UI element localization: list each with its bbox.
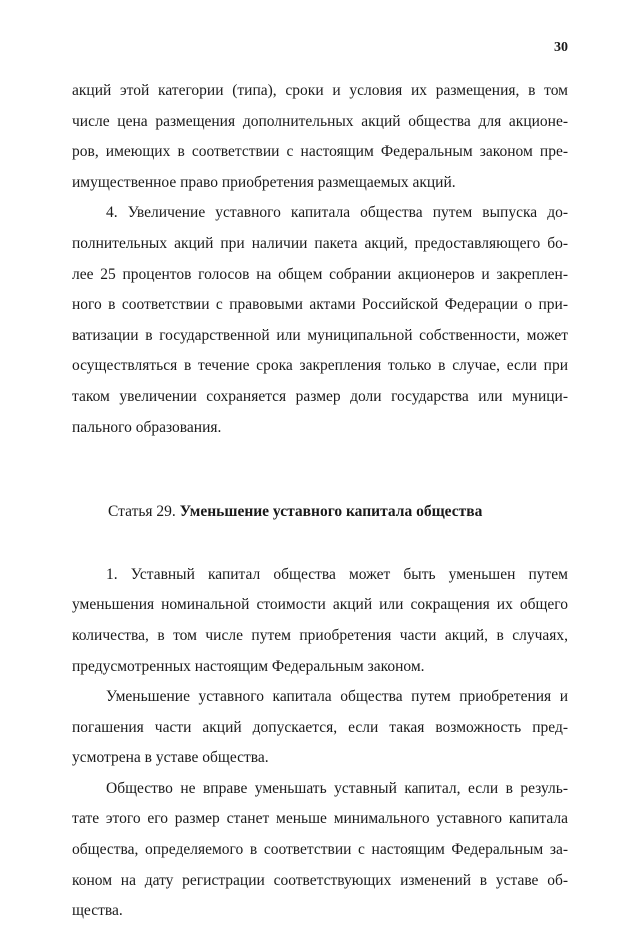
text-line: предусмотренных настоящим Федеральным законом. <box>72 657 425 675</box>
text-line: уменьшения номинальной стоимости акций или сокращения их общего <box>72 596 568 614</box>
article-title: Уменьшение уставного капитала общества <box>179 503 483 521</box>
text-line: общества, определяемого в соответствии с настоящим Федеральным за- <box>72 841 568 859</box>
text-line: числе цена размещения дополнительных акций общества для акционе- <box>72 112 568 130</box>
article-heading <box>72 497 568 528</box>
text-line: количества, в том числе путем приобретения части акций, в случаях, <box>72 626 568 644</box>
text-line: пального образования. <box>72 418 222 436</box>
text-line: тате этого его размер станет меньше минимального уставного капитала <box>72 810 568 828</box>
paragraphs-before <box>72 76 568 443</box>
text-line: осуществляться в течение срока закрепления только в случае, если при <box>72 357 568 375</box>
text-line: 1. Уставный капитал общества может быть уменьшен путем <box>106 565 568 583</box>
text-line: полнительных акций при наличии пакета акций, предоставляющего бо- <box>72 234 568 252</box>
page-number: 30 <box>554 40 568 55</box>
text-line: щества. <box>72 902 123 920</box>
text-line: таком увеличении сохраняется размер доли государства или муници- <box>72 387 568 405</box>
text-line: лее 25 процентов голосов на общем собрании акционеров и закреплен- <box>72 265 568 283</box>
text-line: 4. Увеличение уставного капитала общества путем выпуска до- <box>106 204 568 222</box>
text-line: усмотрена в уставе общества. <box>72 749 269 767</box>
text-line: Общество не вправе уменьшать уставный капитал, если в резуль- <box>106 779 568 797</box>
paragraph <box>72 682 568 774</box>
text-line: имущественное право приобретения размещаемых акций. <box>72 173 456 191</box>
text-line: коном на дату регистрации соответствующих изменений в уставе об- <box>72 871 568 889</box>
document-body <box>72 76 568 927</box>
text-line: ного в соответствии с правовыми актами Российской Федерации о при- <box>72 296 568 314</box>
text-line: погашения части акций допускается, если такая возможность пред- <box>72 718 568 736</box>
text-line: акций этой категории (типа), сроки и условия их размещения, в том <box>72 82 568 99</box>
paragraph <box>72 76 568 198</box>
paragraph <box>72 560 568 682</box>
paragraph <box>72 774 568 927</box>
text-line: Уменьшение уставного капитала общества путем приобретения и <box>106 688 568 706</box>
text-line: ров, имеющих в соответствии с настоящим Федеральным законом пре- <box>72 143 568 161</box>
paragraphs-after <box>72 560 568 927</box>
text-line: ватизации в государственной или муниципальной собственности, может <box>72 326 568 344</box>
article-prefix: Статья 29. <box>108 503 176 521</box>
paragraph <box>72 198 568 443</box>
